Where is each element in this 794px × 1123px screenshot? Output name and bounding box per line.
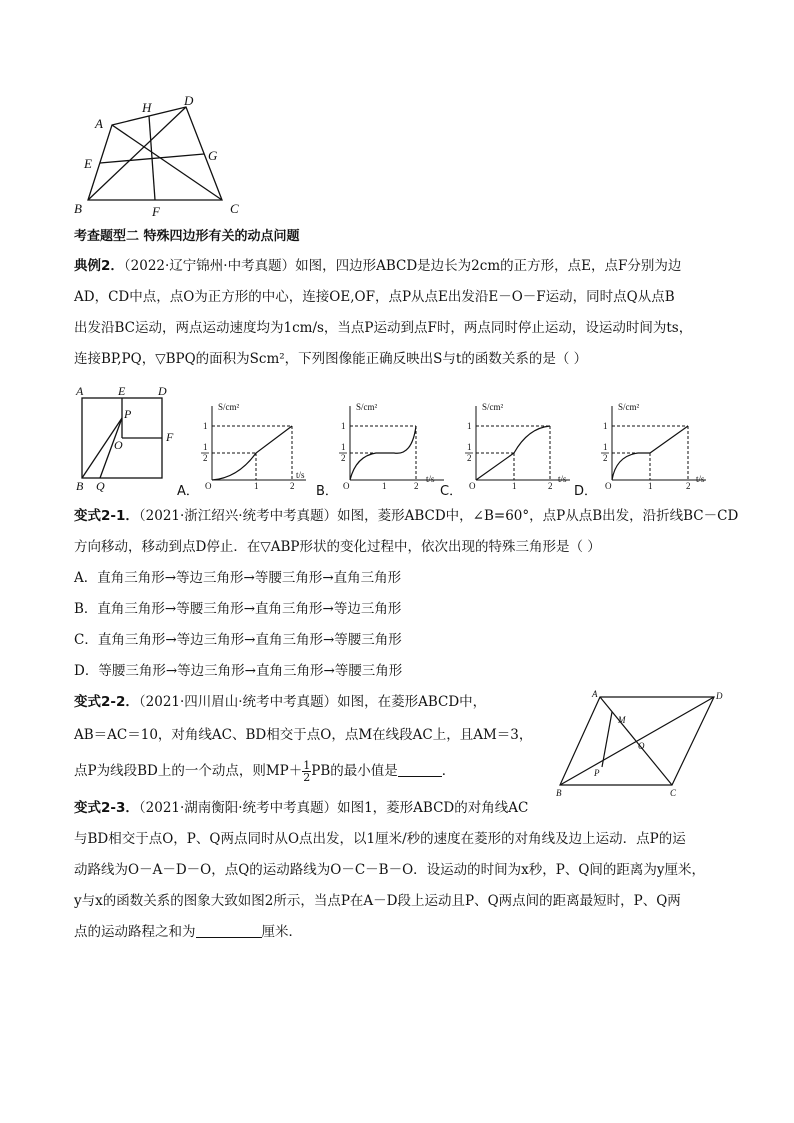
example2-line4: 连接BP,PQ，▽BPQ的面积为Scm²，下列图像能正确反映出S与t的函数关系的是（ ） [74, 351, 588, 367]
graph-d [598, 400, 710, 490]
graph-c-origin: O [469, 481, 476, 490]
graph-c-ylabel: S/cm² [482, 402, 504, 412]
graph-d-xlabel: t/s [696, 474, 705, 484]
variant23-line5: 点的运动路程之和为 厘米． [74, 924, 302, 940]
variant22-line1: 变式2-2．（2021·四川眉山·统考中考真题）如图，在菱形ABCD中， [74, 694, 487, 710]
variant23-line4: y与x的函数关系的图象大致如图2所示，当点P在A－D段上运动且P、Q两点间的距离最短时，P、Q两 [74, 893, 681, 909]
option-c[interactable]: C． [440, 484, 463, 499]
variant21-option-a[interactable]: A．直角三角形→等边三角形→等腰三角形→直角三角形 [74, 570, 402, 586]
label-a: A [95, 116, 103, 131]
graph-c-half-den: 2 [467, 453, 472, 463]
graph-b-ylabel: S/cm² [356, 402, 378, 412]
graph-d-tick-1: 1 [648, 481, 653, 490]
graph-b-tick-one: 1 [341, 421, 346, 431]
variant21-option-c[interactable]: C．直角三角形→等边三角形→直角三角形→等腰三角形 [74, 632, 402, 648]
graph-c [462, 400, 574, 490]
rh-label-o: O [638, 741, 645, 751]
rh-label-b: B [556, 788, 562, 798]
sq-label-p: P [124, 407, 132, 421]
graph-d-ylabel: S/cm² [618, 402, 640, 412]
graph-c-tick-2: 2 [548, 481, 553, 490]
sq-label-e: E [118, 384, 126, 398]
graph-b-xlabel: t/s [426, 474, 435, 484]
sq-label-q: Q [96, 479, 105, 493]
variant21-option-d[interactable]: D．等腰三角形→等边三角形→直角三角形→等腰三角形 [74, 663, 403, 679]
rhombus-figure [556, 685, 736, 800]
variant23-line1: 变式2-3．（2021·湖南衡阳·统考中考真题）如图1，菱形ABCD的对角线AC [74, 800, 529, 816]
label-g: G [208, 148, 218, 163]
rh-label-p: P [594, 768, 600, 778]
fraction-half: $\frac{1}{2}$ [303, 759, 311, 784]
example2-line3: 出发沿BC运动，两点运动速度均为1cm/s，当点P运动到点F时，两点同时停止运动，设运动时间为ts， [74, 320, 693, 336]
sq-label-d: D [158, 384, 167, 398]
rh-label-c: C [670, 788, 677, 798]
sq-label-a: A [76, 384, 84, 398]
graph-d-half-num: 1 [603, 442, 608, 452]
label-e: E [84, 156, 92, 171]
graph-a-xlabel: t/s [296, 470, 305, 480]
rh-label-d: D [716, 691, 723, 701]
graph-d-half-den: 2 [603, 453, 608, 463]
graph-c-tick-one: 1 [467, 421, 472, 431]
sq-label-b: B [76, 479, 84, 493]
graph-b-origin: O [343, 481, 350, 490]
option-b[interactable]: B． [316, 484, 338, 499]
graph-a-tick-one: 1 [203, 421, 208, 431]
square-figure [72, 383, 182, 493]
graph-b [336, 400, 448, 490]
variant21-line2: 方向移动，移动到点D停止．在▽ABP形状的变化过程中，依次出现的特殊三角形是（ ） [74, 539, 601, 555]
graph-c-half-num: 1 [467, 442, 472, 452]
answer-blank-23[interactable] [196, 923, 262, 938]
graph-d-tick-one: 1 [603, 421, 608, 431]
graph-b-tick-1: 1 [382, 481, 387, 490]
variant23-line2: 与BD相交于点O，P、Q两点同时从O点出发，以1厘米/秒的速度在菱形的对角线及边上运动．点P的运 [74, 831, 686, 847]
graph-a-origin: O [205, 481, 212, 490]
variant23-line3: 动路线为O－A－D－O，点Q的运动路线为O－C－B－O．设运动的时间为x秒，P、Q间的距离为y厘米， [74, 862, 706, 878]
example2-line2: AD，CD中点，点O为正方形的中心，连接OE,OF，点P从点E出发沿E－O－F运动，同时点Q从点B [74, 289, 675, 305]
graph-c-tick-1: 1 [512, 481, 517, 490]
sq-label-f: F [166, 430, 174, 444]
variant21-option-b[interactable]: B．直角三角形→等腰三角形→直角三角形→等边三角形 [74, 601, 402, 617]
option-a[interactable]: A． [177, 484, 199, 499]
label-d: D [184, 93, 194, 108]
section-title: 考查题型二 特殊四边形有关的动点问题 [74, 229, 300, 244]
graph-b-half-num: 1 [341, 442, 346, 452]
graph-a [198, 400, 310, 490]
graph-a-tick-1: 1 [254, 481, 259, 490]
graph-c-xlabel: t/s [558, 474, 567, 484]
example2-line1: 典例2．（2022·辽宁锦州·中考真题）如图，四边形ABCD是边长为2cm的正方形，点E，点F分别为边 [74, 258, 682, 274]
graph-d-origin: O [605, 481, 612, 490]
option-d[interactable]: D． [574, 484, 598, 499]
variant22-line2: AB＝AC＝10，对角线AC、BD相交于点O，点M在线段AC上，且AM＝3， [74, 727, 533, 743]
label-h: H [142, 100, 152, 115]
variant22-line3: 点P为线段BD上的一个动点，则MP＋ $\frac{1}{2}$ PB的最小值是 ． [74, 759, 456, 784]
rh-label-m: M [618, 715, 626, 725]
variant21-line1: 变式2-1．（2021·浙江绍兴·统考中考真题）如图，菱形ABCD中，∠B=60°，点P从点B出发，沿折线BC－CD [74, 508, 739, 524]
graph-b-tick-2: 2 [414, 481, 419, 490]
graph-a-half-den: 2 [203, 453, 208, 463]
graph-b-half-den: 2 [341, 453, 346, 463]
graph-a-half-num: 1 [203, 442, 208, 452]
trapezoid-figure [70, 92, 240, 222]
label-b: B [74, 201, 82, 216]
rh-label-a: A [592, 689, 598, 699]
graph-a-tick-2: 2 [290, 481, 295, 490]
label-c: C [230, 201, 239, 216]
graph-a-ylabel: S/cm² [218, 402, 240, 412]
answer-blank-22[interactable] [398, 762, 442, 777]
label-f: F [152, 204, 160, 219]
graph-d-tick-2: 2 [686, 481, 691, 490]
sq-label-o: O [114, 438, 123, 452]
